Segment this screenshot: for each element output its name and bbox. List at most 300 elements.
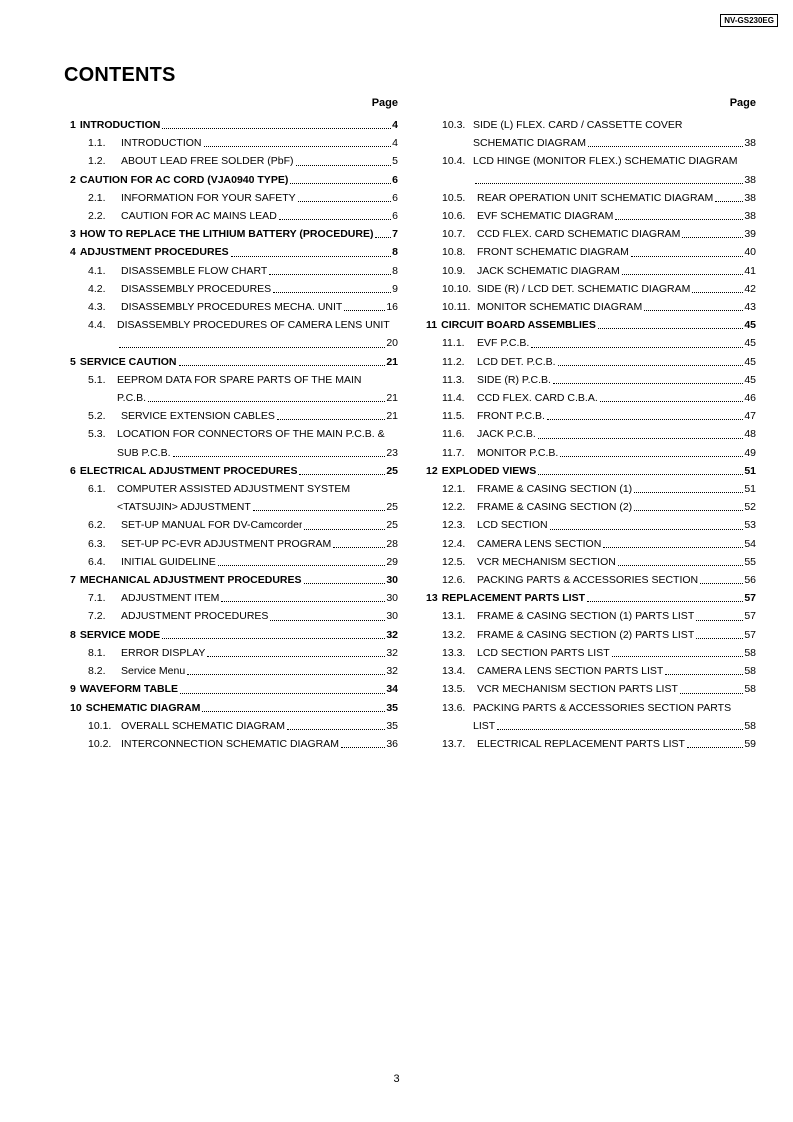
- dot-leader: [221, 601, 385, 602]
- toc-entry-title: MONITOR SCHEMATIC DIAGRAM: [477, 301, 643, 314]
- toc-subsection[interactable]: [64, 189, 398, 207]
- toc-entry-title-continued: LIST: [473, 719, 496, 732]
- page-column-header: Page: [371, 97, 398, 109]
- dot-leader: [631, 256, 743, 257]
- toc-page-ref: 30: [386, 610, 398, 623]
- toc-entry-title: FRAME & CASING SECTION (2): [477, 501, 633, 514]
- toc-entry-title: ABOUT LEAD FREE SOLDER (PbF): [121, 155, 294, 168]
- toc-entry-title: CCD FLEX. CARD C.B.A.: [477, 392, 598, 405]
- toc-entry-line: [442, 171, 756, 189]
- toc-entry-line: [88, 735, 398, 753]
- toc-subsection[interactable]: [64, 535, 398, 553]
- toc-entry-line: [442, 516, 756, 534]
- toc-subsection[interactable]: [420, 225, 756, 243]
- toc-subsection[interactable]: [420, 425, 756, 443]
- toc-subsection[interactable]: [420, 626, 756, 644]
- toc-page-ref: 8: [392, 246, 398, 259]
- toc-page-ref: 23: [386, 446, 398, 459]
- toc-entry-line: [88, 553, 398, 571]
- toc-entry-title: LOCATION FOR CONNECTORS OF THE MAIN P.C.B. &: [117, 428, 385, 441]
- page-column-header: Page: [729, 97, 756, 109]
- toc-entry-title: OVERALL SCHEMATIC DIAGRAM: [121, 719, 285, 732]
- toc-entry-number: 5.2.: [88, 410, 106, 423]
- toc-entry-title: REAR OPERATION UNIT SCHEMATIC DIAGRAM: [477, 191, 714, 204]
- toc-page-ref: 57: [744, 610, 756, 623]
- toc-entry-number: 10.1.: [88, 719, 112, 732]
- dot-leader: [173, 456, 386, 457]
- toc-entry-line: [442, 644, 756, 662]
- toc-entry-line: [442, 262, 756, 280]
- toc-page-ref: 4: [392, 119, 398, 131]
- toc-entry-title: DISASSEMBLY PROCEDURES: [121, 282, 272, 295]
- toc-entry-number: 8: [70, 628, 76, 641]
- toc-section[interactable]: [420, 589, 756, 607]
- toc-entry-line: [88, 498, 398, 516]
- toc-page-ref: 46: [744, 392, 756, 405]
- toc-entry-number: 6.3.: [88, 537, 106, 550]
- toc-entry-number: 4.3.: [88, 301, 106, 314]
- toc-entry-title: FRAME & CASING SECTION (1): [477, 483, 633, 496]
- toc-subsection[interactable]: [420, 371, 756, 389]
- toc-entry-number: 11.7.: [442, 446, 465, 459]
- toc-subsection[interactable]: [420, 389, 756, 407]
- toc-entry-title: JACK SCHEMATIC DIAGRAM: [477, 264, 620, 277]
- toc-entry-line: [442, 371, 756, 389]
- dot-leader: [253, 510, 386, 511]
- toc-entry-line: [88, 316, 398, 334]
- toc-page-ref: 21: [386, 410, 398, 423]
- toc-entry-number: 12.3.: [442, 519, 466, 532]
- toc-page-ref: 28: [386, 537, 398, 550]
- dot-leader: [304, 583, 386, 584]
- dot-leader: [298, 201, 392, 202]
- dot-leader: [187, 674, 385, 675]
- toc-entry-title: EVF SCHEMATIC DIAGRAM: [477, 210, 614, 223]
- toc-subsection[interactable]: [64, 553, 398, 571]
- dot-leader: [119, 347, 385, 348]
- toc-entry-title: CIRCUIT BOARD ASSEMBLIES: [441, 319, 596, 332]
- toc-subsection[interactable]: [420, 407, 756, 425]
- toc-entry-number: 11.1.: [442, 337, 465, 350]
- toc-entry-title: CCD FLEX. CARD SCHEMATIC DIAGRAM: [477, 228, 681, 241]
- toc-subsection[interactable]: [420, 735, 756, 753]
- toc-entry-number: 11.2.: [442, 355, 465, 368]
- page-title: CONTENTS: [64, 64, 176, 86]
- toc-entry-number: 4.1.: [88, 264, 106, 277]
- toc-entry-number: 13.7.: [442, 737, 466, 750]
- toc-section[interactable]: [64, 225, 398, 243]
- toc-subsection[interactable]: [420, 607, 756, 625]
- toc-subsection[interactable]: [420, 498, 756, 516]
- toc-entry-number: 6.1.: [88, 483, 106, 496]
- toc-entry-line: [88, 207, 398, 225]
- dot-leader: [269, 274, 391, 275]
- toc-entry-number: 10.4.: [442, 155, 466, 168]
- toc-section[interactable]: [64, 571, 398, 589]
- toc-page-ref: 25: [386, 519, 398, 532]
- toc-entry-title: SET-UP PC-EVR ADJUSTMENT PROGRAM: [121, 537, 332, 550]
- toc-page-ref: 7: [392, 228, 398, 241]
- toc-entry-line: [442, 152, 756, 170]
- toc-entry-title: CAMERA LENS SECTION: [477, 537, 602, 550]
- toc-entry-title: LCD DET. P.C.B.: [477, 355, 556, 368]
- toc-entry-line: [88, 298, 398, 316]
- dot-leader: [218, 565, 386, 566]
- toc-page-ref: 34: [386, 683, 398, 696]
- toc-entry-title: COMPUTER ASSISTED ADJUSTMENT SYSTEM: [117, 483, 351, 496]
- dot-leader: [162, 128, 391, 129]
- toc-entry-title-continued: SUB P.C.B.: [117, 446, 171, 459]
- toc-section[interactable]: [64, 116, 398, 134]
- toc-subsection[interactable]: [420, 353, 756, 371]
- toc-entry-line: [442, 334, 756, 352]
- toc-subsection[interactable]: [64, 717, 398, 735]
- toc-entry-title: WAVEFORM TABLE: [79, 683, 179, 696]
- toc-entry-number: 12.1.: [442, 483, 466, 496]
- toc-entry-title: FRAME & CASING SECTION (2) PARTS LIST: [477, 628, 695, 641]
- toc-entry-line: [442, 480, 756, 498]
- toc-entry-line: [442, 607, 756, 625]
- toc-entry-number: 5: [70, 355, 76, 368]
- toc-page-ref: 16: [386, 301, 398, 314]
- dot-leader: [497, 729, 743, 730]
- dot-leader: [180, 693, 385, 694]
- toc-subsection[interactable]: [420, 243, 756, 261]
- toc-entry-line: [88, 607, 398, 625]
- toc-subsection[interactable]: [420, 553, 756, 571]
- toc-entry-title: LCD SECTION PARTS LIST: [477, 646, 610, 659]
- toc-entry-title: MONITOR P.C.B.: [477, 446, 559, 459]
- toc-entry-line: [88, 389, 398, 407]
- toc-entry-line: [442, 662, 756, 680]
- toc-subsection[interactable]: [64, 371, 398, 407]
- toc-section[interactable]: [64, 699, 398, 717]
- toc-subsection[interactable]: [64, 134, 398, 152]
- toc-entry-title: ADJUSTMENT ITEM: [121, 592, 220, 605]
- dot-leader: [202, 711, 385, 712]
- toc-entry-title: INITIAL GUIDELINE: [121, 555, 216, 568]
- toc-entry-title: SIDE (L) FLEX. CARD / CASSETTE COVER: [473, 119, 683, 131]
- toc-entry-number: 13.4.: [442, 665, 466, 678]
- toc-subsection[interactable]: [420, 334, 756, 352]
- toc-entry-line: [426, 462, 756, 480]
- toc-section[interactable]: [64, 243, 398, 261]
- dot-leader: [341, 747, 385, 748]
- toc-subsection[interactable]: [64, 407, 398, 425]
- toc-entry-number: 9: [70, 683, 76, 696]
- toc-entry-line: [442, 389, 756, 407]
- toc-entry-number: 2.2.: [88, 210, 106, 223]
- toc-subsection[interactable]: [420, 189, 756, 207]
- toc-entry-line: [88, 480, 398, 498]
- toc-entry-number: 5.1.: [88, 373, 106, 386]
- toc-entry-number: 13.6.: [442, 701, 466, 714]
- toc-subsection[interactable]: [420, 680, 756, 698]
- toc-entry-line: [88, 444, 398, 462]
- toc-page-ref: 40: [744, 246, 756, 259]
- dot-leader: [682, 237, 743, 238]
- toc-entry-line: [70, 171, 398, 189]
- toc-page-ref: 58: [744, 646, 756, 659]
- toc-entry-number: 10.3.: [442, 119, 466, 131]
- toc-entry-title: ADJUSTMENT PROCEDURES: [121, 610, 269, 623]
- toc-entry-line: [88, 717, 398, 735]
- dot-leader: [700, 583, 743, 584]
- toc-section[interactable]: [64, 680, 398, 698]
- toc-entry-line: [88, 535, 398, 553]
- toc-page-ref: 56: [744, 574, 756, 587]
- toc-entry-line: [442, 116, 756, 134]
- toc-entry-line: [442, 626, 756, 644]
- toc-entry-number: 5.3.: [88, 428, 106, 441]
- toc-entry-title: JACK P.C.B.: [477, 428, 536, 441]
- dot-leader: [279, 219, 391, 220]
- page-number: 3: [393, 1073, 400, 1085]
- toc-entry-number: 12.4.: [442, 537, 466, 550]
- toc-entry-title: SIDE (R) P.C.B.: [477, 373, 551, 386]
- toc-page-ref: 38: [744, 191, 756, 204]
- toc-page-ref: 57: [744, 628, 756, 641]
- toc-entry-number: 11: [426, 319, 438, 332]
- toc-entry-title: LCD HINGE (MONITOR FLEX.) SCHEMATIC DIAGRAM: [473, 155, 738, 168]
- dot-leader: [618, 565, 743, 566]
- dot-leader: [560, 456, 743, 457]
- toc-entry-number: 10.5.: [442, 191, 466, 204]
- toc-entry-line: [88, 644, 398, 662]
- toc-subsection[interactable]: [64, 425, 398, 461]
- dot-leader: [687, 747, 743, 748]
- toc-entry-title: EEPROM DATA FOR SPARE PARTS OF THE MAIN: [117, 373, 362, 386]
- toc-section[interactable]: [420, 462, 756, 480]
- toc-entry-line: [442, 699, 756, 717]
- toc-page-ref: 8: [392, 264, 398, 277]
- dot-leader: [273, 292, 391, 293]
- toc-entry-line: [88, 371, 398, 389]
- toc-subsection[interactable]: [420, 480, 756, 498]
- toc-subsection[interactable]: [64, 316, 398, 352]
- toc-entry-title: SERVICE MODE: [79, 628, 161, 641]
- toc-column-left: [64, 96, 398, 753]
- toc-entry-number: 3: [70, 228, 76, 241]
- toc-subsection[interactable]: [64, 280, 398, 298]
- toc-subsection[interactable]: [420, 280, 756, 298]
- toc-entry-title: FRONT SCHEMATIC DIAGRAM: [477, 246, 629, 259]
- toc-entry-line: [442, 498, 756, 516]
- toc-subsection[interactable]: [64, 516, 398, 534]
- toc-page-ref: 21: [386, 355, 398, 368]
- toc-subsection[interactable]: [64, 644, 398, 662]
- toc-entry-title: CAMERA LENS SECTION PARTS LIST: [477, 665, 664, 678]
- toc-page-ref: 32: [386, 665, 398, 678]
- toc-subsection[interactable]: [420, 662, 756, 680]
- toc-entry-title: REPLACEMENT PARTS LIST: [441, 592, 585, 605]
- toc-subsection[interactable]: [64, 589, 398, 607]
- toc-page-ref: 58: [744, 683, 756, 696]
- toc-section[interactable]: [64, 626, 398, 644]
- toc-section[interactable]: [64, 171, 398, 189]
- toc-entry-title: SCHEMATIC DIAGRAM: [85, 701, 201, 714]
- toc-entry-number: 1: [70, 119, 76, 131]
- dot-leader: [290, 183, 391, 184]
- dot-leader: [692, 292, 743, 293]
- toc-page-ref: 59: [744, 737, 756, 750]
- toc-entry-number: 10.8.: [442, 246, 466, 259]
- toc-subsection[interactable]: [64, 262, 398, 280]
- toc-subsection[interactable]: [420, 644, 756, 662]
- toc-section[interactable]: [64, 353, 398, 371]
- toc-page-ref: 6: [392, 173, 398, 186]
- toc-entry-number: 11.3.: [442, 373, 465, 386]
- toc-entry-title: Service Menu: [121, 665, 186, 678]
- toc-page-ref: 51: [744, 464, 756, 477]
- toc-entry-number: 10.10.: [442, 282, 472, 295]
- toc-entry-number: 10.9.: [442, 264, 466, 277]
- toc-entry-line: [88, 152, 398, 170]
- toc-entry-title: DISASSEMBLE FLOW CHART: [121, 264, 268, 277]
- toc-entry-line: [442, 225, 756, 243]
- toc-page-ref: 25: [386, 464, 398, 477]
- toc-subsection[interactable]: [64, 480, 398, 516]
- toc-subsection[interactable]: [64, 662, 398, 680]
- toc-entry-line: [442, 243, 756, 261]
- dot-leader: [304, 529, 385, 530]
- toc-subsection[interactable]: [420, 535, 756, 553]
- toc-entry-line: [442, 680, 756, 698]
- toc-page-ref: 48: [744, 428, 756, 441]
- toc-entry-line: [442, 207, 756, 225]
- toc-entry-line: [426, 589, 756, 607]
- toc-page-ref: 35: [386, 719, 398, 732]
- toc-entry-title-continued: P.C.B.: [117, 392, 146, 405]
- toc-entry-line: [70, 462, 398, 480]
- toc-entry-number: 10.6.: [442, 210, 466, 223]
- dot-leader: [475, 183, 743, 184]
- toc-page-ref: 45: [744, 319, 756, 332]
- dot-leader: [531, 347, 743, 348]
- toc-entry-title: FRAME & CASING SECTION (1) PARTS LIST: [477, 610, 695, 623]
- toc-entry-number: 11.5.: [442, 410, 465, 423]
- toc-subsection[interactable]: [420, 699, 756, 735]
- dot-leader: [696, 620, 743, 621]
- toc-subsection[interactable]: [420, 116, 756, 152]
- toc-entry-line: [70, 699, 398, 717]
- dot-leader: [550, 529, 744, 530]
- toc-subsection[interactable]: [64, 735, 398, 753]
- toc-entry-line: [88, 662, 398, 680]
- toc-entry-number: 6.2.: [88, 519, 106, 532]
- toc-entry-line: [88, 589, 398, 607]
- toc-page-ref: 45: [744, 355, 756, 368]
- toc-entry-number: 8.1.: [88, 646, 106, 659]
- toc-entry-line: [88, 516, 398, 534]
- toc-entry-title: VCR MECHANISM SECTION PARTS LIST: [477, 683, 678, 696]
- toc-page-ref: 38: [744, 173, 756, 186]
- toc-entry-number: 10.2.: [88, 737, 112, 750]
- dot-leader: [603, 547, 743, 548]
- toc-entry-number: 12.5.: [442, 555, 466, 568]
- toc-page-ref: 30: [386, 592, 398, 605]
- toc-section[interactable]: [64, 462, 398, 480]
- toc-entry-number: 12.6.: [442, 574, 466, 587]
- dot-leader: [538, 474, 743, 475]
- toc-entry-number: 7.1.: [88, 592, 106, 605]
- dot-leader: [547, 419, 743, 420]
- toc-entry-title: SERVICE CAUTION: [79, 355, 177, 368]
- toc-page-ref: 6: [392, 210, 398, 223]
- dot-leader: [299, 474, 385, 475]
- toc-subsection[interactable]: [420, 298, 756, 316]
- dot-leader: [270, 620, 385, 621]
- dot-leader: [375, 237, 391, 238]
- toc-entry-title: CAUTION FOR AC MAINS LEAD: [121, 210, 277, 223]
- toc-entry-line: [442, 353, 756, 371]
- toc-entry-line: [88, 334, 398, 352]
- toc-entry-line: [70, 116, 398, 134]
- toc-page-ref: 36: [386, 737, 398, 750]
- toc-entry-number: 4: [70, 246, 76, 259]
- toc-page-ref: 53: [744, 519, 756, 532]
- dot-leader: [277, 419, 385, 420]
- toc-subsection[interactable]: [64, 207, 398, 225]
- toc-entry-number: 7.2.: [88, 610, 106, 623]
- toc-entry-number: 13.1.: [442, 610, 466, 623]
- dot-leader: [207, 656, 385, 657]
- toc-entry-number: 6.4.: [88, 555, 106, 568]
- toc-entry-number: 10.11.: [442, 301, 471, 314]
- toc-subsection[interactable]: [420, 152, 756, 188]
- dot-leader: [587, 601, 743, 602]
- toc-page-ref: 38: [744, 210, 756, 223]
- toc-entry-title: ERROR DISPLAY: [121, 646, 206, 659]
- toc-entry-number: 8.2.: [88, 665, 106, 678]
- toc-page-ref: 45: [744, 373, 756, 386]
- toc-subsection[interactable]: [420, 571, 756, 589]
- toc-entry-line: [88, 280, 398, 298]
- toc-subsection[interactable]: [420, 516, 756, 534]
- toc-page-ref: 41: [744, 264, 756, 277]
- toc-entry-line: [70, 353, 398, 371]
- toc-entry-title: INTERCONNECTION SCHEMATIC DIAGRAM: [121, 737, 339, 750]
- dot-leader: [598, 328, 743, 329]
- toc-entry-title: INTRODUCTION: [79, 119, 161, 131]
- toc-page-ref: 39: [744, 228, 756, 241]
- toc-page-ref: 52: [744, 501, 756, 514]
- toc-subsection[interactable]: [64, 152, 398, 170]
- toc-page-ref: 58: [744, 719, 756, 732]
- dot-leader: [333, 547, 385, 548]
- toc-subsection[interactable]: [420, 262, 756, 280]
- dot-leader: [231, 256, 392, 257]
- toc-section[interactable]: [420, 316, 756, 334]
- toc-subsection[interactable]: [64, 607, 398, 625]
- toc-subsection[interactable]: [64, 298, 398, 316]
- dot-leader: [696, 638, 743, 639]
- toc-page-ref: 55: [744, 555, 756, 568]
- toc-entry-line: [442, 571, 756, 589]
- dot-leader: [715, 201, 743, 202]
- toc-entry-title: VCR MECHANISM SECTION: [477, 555, 616, 568]
- toc-entry-number: 4.4.: [88, 319, 106, 332]
- toc-entry-number: 6: [70, 464, 76, 477]
- toc-entry-title-continued: <TATSUJIN> ADJUSTMENT: [117, 501, 251, 514]
- toc-subsection[interactable]: [420, 444, 756, 462]
- toc-entry-title: SERVICE EXTENSION CABLES: [121, 410, 275, 423]
- toc-subsection[interactable]: [420, 207, 756, 225]
- toc-entry-line: [442, 444, 756, 462]
- toc-page-ref: 32: [386, 646, 398, 659]
- toc-page-ref: 45: [744, 337, 756, 350]
- dot-leader: [680, 693, 743, 694]
